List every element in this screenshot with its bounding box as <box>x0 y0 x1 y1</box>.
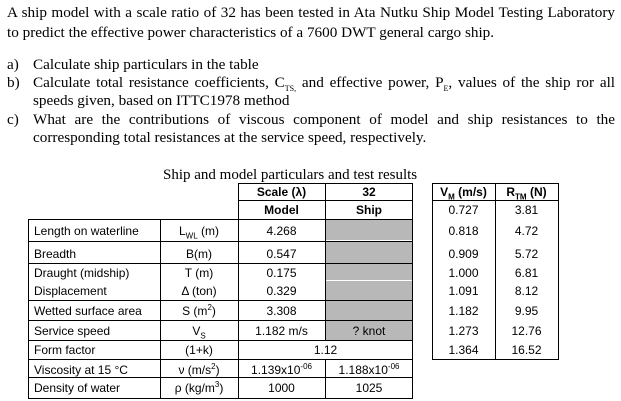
row-name-form-factor: Form factor <box>34 343 96 357</box>
rtm-value: 4.72 <box>514 224 539 238</box>
question-c-text: What are the contributions of viscous component of model and ship resistances to the corresponding total resistances at the service speed, respectively. <box>33 111 615 146</box>
viscosity-exponent: -06 <box>300 362 312 371</box>
table-rule <box>28 219 413 220</box>
symbol-main: L <box>178 224 186 238</box>
model-value-displacement: 0.329 <box>266 284 297 298</box>
row-name-displacement: Displacement <box>34 284 107 298</box>
rtm-value: 16.52 <box>511 343 542 357</box>
row-symbol-viscosity <box>160 363 238 377</box>
vm-value: 1.364 <box>448 343 479 357</box>
ship-value-service-speed: ? knot <box>352 324 386 338</box>
row-symbol-form-factor: (1+k) <box>185 343 213 357</box>
row-name-density: Density of water <box>34 381 121 395</box>
table-rule <box>558 183 559 360</box>
vm-header-main: V <box>440 185 449 199</box>
table-rule <box>28 300 413 301</box>
row-name-viscosity: Viscosity at 15 °C <box>34 363 128 377</box>
vm-value: 0.818 <box>448 224 479 238</box>
question-b-text-mid: and effective power, P <box>296 74 444 91</box>
ship-cell-displacement <box>325 281 413 300</box>
row-name-service-speed: Service speed <box>34 324 111 338</box>
table-rule <box>28 359 413 360</box>
model-value-length: 4.268 <box>266 224 297 238</box>
vm-value: 0.727 <box>448 203 479 217</box>
row-symbol-breadth: B(m) <box>186 247 212 261</box>
question-b-text-end: , values of the ship ror all speeds given, based on ITTC1978 method <box>33 74 616 109</box>
rtm-value: 3.81 <box>514 203 539 217</box>
row-symbol-displacement: Δ (ton) <box>181 284 217 298</box>
model-value-viscosity <box>238 363 325 377</box>
row-name-length: Length on waterline <box>34 224 139 238</box>
ship-value-viscosity <box>325 363 413 377</box>
symbol-main: V <box>192 324 201 338</box>
symbol-unit: ) <box>211 304 216 318</box>
viscosity-mantissa: 1.139x10 <box>251 363 301 377</box>
rtm-header-unit: (N) <box>526 185 547 199</box>
model-value-wetted-surface: 3.308 <box>266 304 297 318</box>
rtm-value: 6.81 <box>514 266 539 280</box>
question-b-ts-subscript: TS, <box>284 84 297 94</box>
table-rule <box>28 320 413 321</box>
symbol-main: ν (m/s <box>178 363 212 377</box>
rtm-value: 5.72 <box>514 247 539 261</box>
row-symbol-length <box>160 224 238 241</box>
question-b-letter: b) <box>7 74 20 91</box>
viscosity-exponent: -06 <box>387 362 400 371</box>
question-b-e-subscript: E <box>443 84 449 94</box>
ship-header: Ship <box>356 203 382 217</box>
table-title: Ship and model particulars and test results <box>163 167 418 183</box>
model-value-density: 1000 <box>268 381 295 395</box>
symbol-unit: ) <box>219 381 224 395</box>
table-rule <box>28 219 29 399</box>
ship-cell-breadth <box>325 242 413 264</box>
model-value-breadth: 0.547 <box>266 247 297 261</box>
vm-value: 1.182 <box>448 304 479 318</box>
question-c <box>7 111 615 147</box>
symbol-sup: 2 <box>207 303 212 312</box>
row-symbol-draught: T (m) <box>184 266 214 280</box>
rtm-value: 12.76 <box>511 324 542 338</box>
rtm-header <box>495 185 558 202</box>
question-b-text <box>33 74 615 110</box>
symbol-main: S (m <box>182 304 208 318</box>
symbol-unit: (m) <box>197 224 219 238</box>
model-header: Model <box>264 203 299 217</box>
question-b <box>7 74 615 110</box>
question-a-text: Calculate ship particulars in the table <box>33 56 259 73</box>
table-rule <box>28 398 413 399</box>
row-name-draught: Draught (midship) <box>34 266 130 280</box>
vm-value: 1.091 <box>448 284 479 298</box>
vm-value: 1.273 <box>448 324 479 338</box>
question-a <box>7 56 615 74</box>
row-name-wetted-surface: Wetted surface area <box>34 304 142 318</box>
model-value-service-speed: 1.182 m/s <box>255 324 308 338</box>
question-a-letter: a) <box>7 56 19 73</box>
symbol-sub: WL <box>185 231 198 241</box>
symbol-main: ρ (kg/m <box>174 381 215 395</box>
rtm-value: 9.95 <box>514 304 539 318</box>
ship-cell-draught <box>325 264 413 280</box>
model-value-draught: 0.175 <box>266 266 297 280</box>
table-rule <box>28 340 413 341</box>
viscosity-mantissa: 1.188x10 <box>338 363 388 377</box>
row-symbol-wetted-surface <box>160 304 238 318</box>
rtm-value: 8.12 <box>514 284 539 298</box>
vm-header-unit: (m/s) <box>454 185 487 199</box>
table-rule <box>28 241 413 242</box>
table-rule <box>28 377 413 378</box>
ship-cell-length <box>325 220 413 240</box>
rtm-header-sub: TM <box>515 192 527 202</box>
row-symbol-service-speed <box>160 324 238 341</box>
symbol-unit: ) <box>215 363 220 377</box>
ship-cell-wetted <box>325 301 413 320</box>
row-symbol-density <box>160 381 238 395</box>
form-factor-value: 1.12 <box>313 343 338 357</box>
vm-value: 0.909 <box>448 247 479 261</box>
scale-value: 32 <box>362 185 376 199</box>
vm-header-sub: M <box>448 192 455 202</box>
symbol-sup: 2 <box>211 362 216 371</box>
rtm-header-main: R <box>506 185 516 199</box>
question-b-text-start: Calculate total resistance coefficients, C <box>33 74 285 91</box>
row-name-breadth: Breadth <box>34 247 77 261</box>
question-c-letter: c) <box>7 111 19 128</box>
intro-paragraph: A ship model with a scale ratio of 32 has been tested in Ata Nutku Ship Model Testing Laboratory to predict the effective power characteristics of a 7600 DWT general cargo ship. <box>7 4 615 41</box>
vm-header <box>432 185 495 202</box>
table-rule <box>28 263 413 264</box>
vm-value: 1.000 <box>448 266 479 280</box>
symbol-sub: S <box>200 331 206 341</box>
scale-label: Scale (λ) <box>256 185 307 199</box>
symbol-sup: 3 <box>214 380 220 389</box>
ship-value-density: 1025 <box>355 381 383 395</box>
